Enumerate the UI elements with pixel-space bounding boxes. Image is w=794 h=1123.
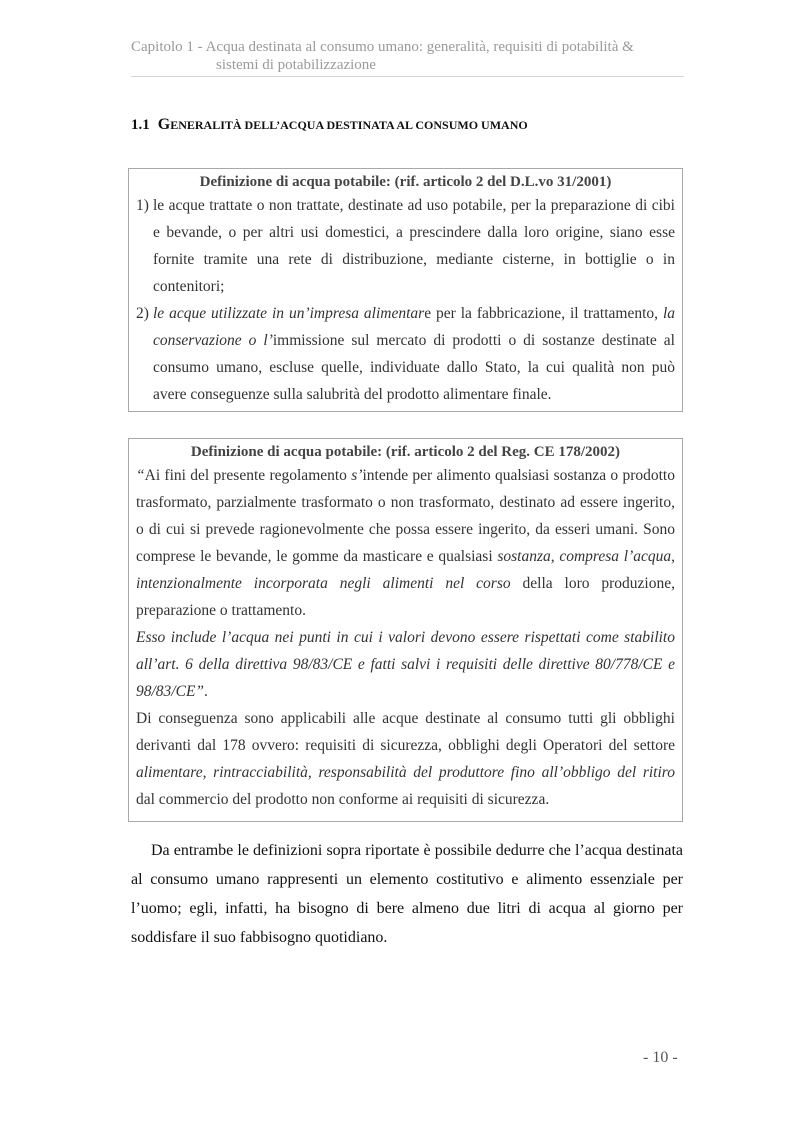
text: della loro produzione, preparazione o trattamento. bbox=[136, 575, 675, 619]
box-title: Definizione di acqua potabile: (rif. articolo 2 del Reg. CE 178/2002) bbox=[190, 444, 621, 460]
section-number: 1.1 bbox=[131, 117, 150, 133]
list-marker: 1) bbox=[136, 197, 149, 214]
section-title-rest: ENERALITÀ DELL’ACQUA DESTINATA AL CONSUMO UMANO bbox=[170, 118, 528, 132]
list-item-text: le acque trattate o non trattate, destinate ad uso potabile, per la preparazione di cibi e bevande, o per altri usi domestici, a prescindere dalla loro origine, siano esse fornite tramite una rete di distribuzione, mediante cisterne, in bottiglie o in contenitori; bbox=[153, 197, 675, 295]
italic-text: alimentare, rintracciabilità, responsabilità del produttore fino all’obbligo del ritiro bbox=[136, 764, 675, 781]
running-header bbox=[131, 38, 684, 77]
header-line-1: Capitolo 1 - Acqua destinata al consumo umano: generalità, requisiti di potabilità & bbox=[131, 39, 634, 55]
list-item-text bbox=[153, 300, 675, 408]
definition-box-reg-ce bbox=[128, 438, 683, 822]
paragraph bbox=[136, 705, 675, 813]
paragraph bbox=[136, 462, 675, 624]
italic-text: sostanza, compresa l’acqua, intenzionalmente incorporata negli alimenti nel corso bbox=[136, 548, 675, 592]
page-number: - 10 - bbox=[643, 1049, 678, 1066]
list-item bbox=[136, 300, 675, 408]
box-title: Definizione di acqua potabile: (rif. articolo 2 del D.L.vo 31/2001) bbox=[199, 174, 612, 190]
text: Ai fini del presente regolamento bbox=[144, 467, 352, 484]
italic-text: Esso include l’acqua nei punti in cui i valori devono essere rispettati come stabilito all’art. 6 della direttiva 98/83/CE e fatti salvi i requisiti delle direttive 80/778/CE e 98/83/CE” bbox=[136, 629, 675, 700]
paragraph bbox=[136, 624, 675, 705]
italic-text: s’ bbox=[351, 467, 363, 484]
italic-text: la conservazione o l’ bbox=[153, 305, 675, 349]
text: intende per alimento qualsiasi sostanza o prodotto trasformato, parzialmente trasformato o non trasformato, destinato ad essere ingerito, o di cui si prevede ragionevolmente che possa essere ingerito, da esseri umani. Sono comprese le bevande, le gomme da masticare e qualsiasi bbox=[136, 467, 675, 565]
italic-text: le acque utilizzate in un’impresa alimentar bbox=[153, 305, 425, 322]
text: Di conseguenza sono applicabili alle acque destinate al consumo tutti gli obblighi derivanti dal 178 ovvero: requisiti di sicurezza, obblighi degli Operatori del settore bbox=[136, 710, 675, 754]
section-heading bbox=[131, 116, 528, 134]
section-title-initial: G bbox=[157, 116, 171, 133]
body-paragraph: Da entrambe le definizioni sopra riportate è possibile dedurre che l’acqua destinata al consumo umano rappresenti un elemento costitutivo e alimento essenziale per l’uomo; egli, infatti, ha bisogno di bere almeno due litri di acqua al giorno per soddisfare il suo fabbisogno quotidiano. bbox=[131, 842, 683, 946]
text: dal commercio del prodotto non conforme ai requisiti di sicurezza. bbox=[136, 791, 550, 808]
header-line-2: sistemi di potabilizzazione bbox=[216, 57, 376, 73]
list-marker: 2) bbox=[136, 305, 149, 322]
text: e per la fabbricazione, il trattamento, bbox=[424, 305, 658, 322]
list-item bbox=[136, 192, 675, 300]
italic-text: “ bbox=[136, 467, 145, 484]
text: . bbox=[204, 683, 208, 700]
text: immissione sul mercato di prodotti o di sostanze destinate al consumo umano, escluse quelle, individuate dallo Stato, la cui qualità non può avere conseguenze sulla salubrità del prodotto alimentare finale. bbox=[153, 332, 675, 403]
definition-box-dlvo bbox=[128, 168, 683, 412]
